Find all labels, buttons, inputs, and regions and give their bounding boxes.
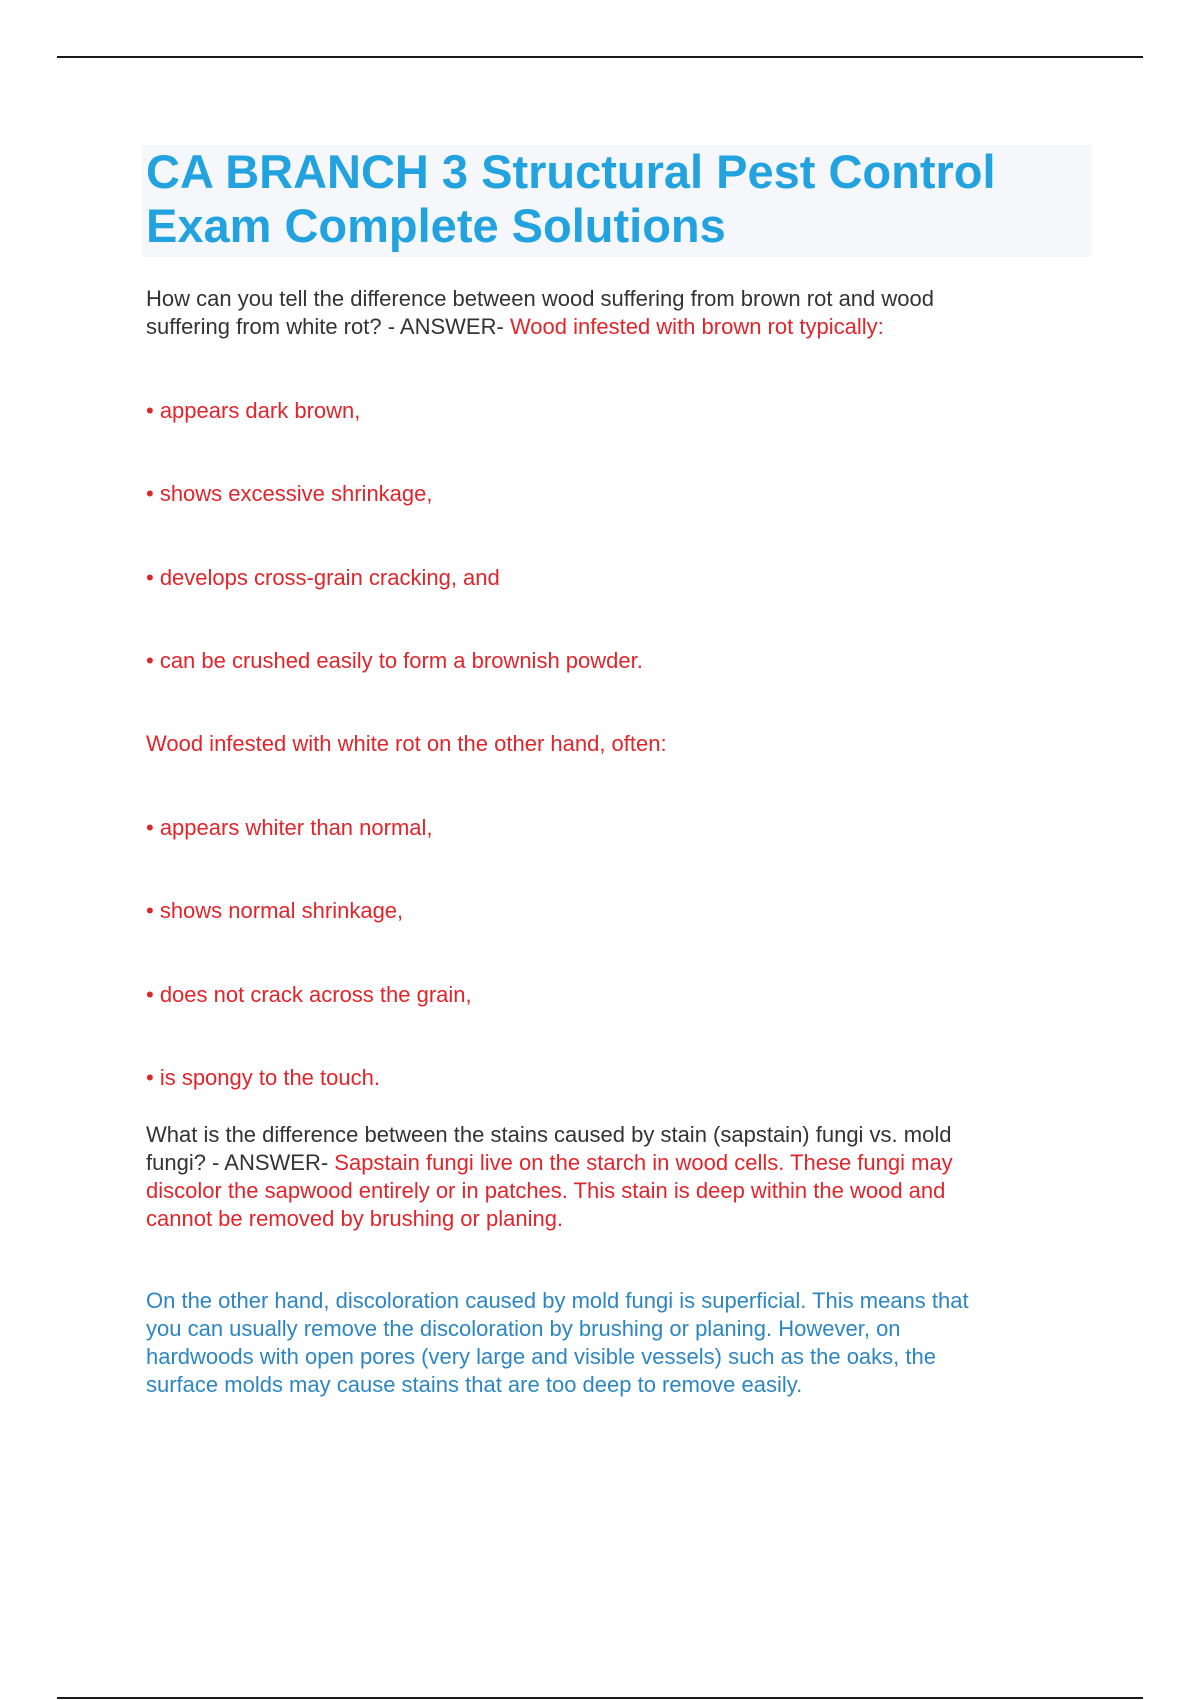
white-rot-item-1: • appears whiter than normal, [146, 815, 433, 840]
question-2-line-2 [146, 1149, 953, 1177]
answer-2-line-3: cannot be removed by brushing or planing. [146, 1206, 564, 1231]
answer-1-intro: Wood infested with brown rot typically: [509, 314, 884, 339]
answer-2-line-1: Sapstain fungi live on the starch in wood cells. These fungi may [334, 1150, 953, 1175]
white-rot-item-3: • does not crack across the grain, [146, 982, 472, 1007]
question-2-prefix: fungi? - ANSWER- [146, 1150, 329, 1175]
title-line-1: CA BRANCH 3 Structural Pest Control [146, 145, 996, 198]
question-2 [146, 1121, 953, 1233]
question-1 [146, 285, 934, 341]
brown-rot-item-4: • can be crushed easily to form a brownish powder. [146, 648, 643, 673]
question-1-prefix: suffering from white rot? - ANSWER- [146, 314, 504, 339]
brown-rot-item-3: • develops cross-grain cracking, and [146, 565, 500, 590]
followup-line-4: surface molds may cause stains that are too deep to remove easily. [146, 1372, 803, 1397]
followup-line-1: On the other hand, discoloration caused by mold fungi is superficial. This means that [146, 1288, 969, 1313]
footer-rule [57, 1697, 1143, 1699]
title-block [142, 145, 1092, 257]
answer-2-line-2: discolor the sapwood entirely or in patches. This stain is deep within the wood and [146, 1178, 946, 1203]
header-rule [57, 56, 1143, 58]
white-rot-item-2: • shows normal shrinkage, [146, 898, 404, 923]
document-title [146, 145, 996, 253]
followup-line-3: hardwoods with open pores (very large and visible vessels) such as the oaks, the [146, 1344, 936, 1369]
white-rot-item-4: • is spongy to the touch. [146, 1065, 380, 1090]
title-line-2: Exam Complete Solutions [146, 199, 726, 252]
followup-line-2: you can usually remove the discoloration by brushing or planing. However, on [146, 1316, 901, 1341]
question-1-line-1: How can you tell the difference between wood suffering from brown rot and wood [146, 286, 934, 311]
question-2-line-1: What is the difference between the stains caused by stain (sapstain) fungi vs. mold [146, 1122, 952, 1147]
white-rot-intro: Wood infested with white rot on the other hand, often: [146, 731, 667, 756]
brown-rot-item-1: • appears dark brown, [146, 398, 361, 423]
question-1-line-2 [146, 313, 934, 341]
answer-2-followup [146, 1287, 969, 1399]
brown-rot-item-2: • shows excessive shrinkage, [146, 481, 433, 506]
